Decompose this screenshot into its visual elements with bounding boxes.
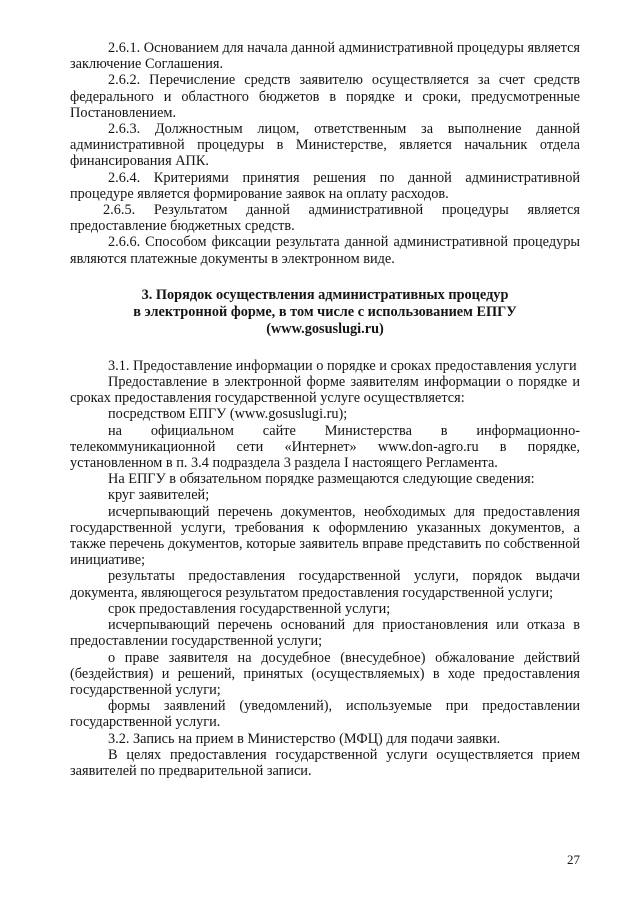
list-item-documents: исчерпывающий перечень документов, необходимых для предоставления государственной услуги, требования к оформлению указанных документов, а также перечень документов, которые заявитель вправе представить по собственной инициативе; bbox=[70, 503, 580, 569]
list-item-term: срок предоставления государственной услуги; bbox=[108, 600, 391, 617]
paragraph-info-intro: Предоставление в электронной форме заявителям информации о порядке и сроках предоставления государственной услуге осуществляется: bbox=[70, 374, 580, 407]
heading-line-3: (www.gosuslugi.ru) bbox=[266, 320, 384, 337]
list-item-results: результаты предоставления государственной услуги, порядок выдачи документа, являющегося результатом предоставления государственной услуги; bbox=[70, 568, 580, 601]
page-number: 27 bbox=[567, 852, 580, 867]
paragraph-via-epgu: посредством ЕПГУ (www.gosuslugi.ru); bbox=[108, 406, 348, 423]
paragraph-epgu-info: На ЕПГУ в обязательном порядке размещаются следующие сведения: bbox=[108, 471, 535, 488]
heading-line-1: 3. Порядок осуществления административных процедур bbox=[141, 286, 509, 303]
paragraph-official-site: на официальном сайте Министерства в информационно-телекоммуникационной сети «Интернет» www.don-agro.ru в порядке, установленном в п. 3.4 подраздела 3 раздела I настоящего Регламента. bbox=[70, 422, 580, 472]
paragraph-appointment: В целях предоставления государственной услуги осуществляется прием заявителей по предварительной записи. bbox=[70, 746, 580, 779]
paragraph-3-2: 3.2. Запись на прием в Министерство (МФЦ) для подачи заявки. bbox=[108, 730, 501, 747]
paragraph-3-1: 3.1. Предоставление информации о порядке и сроках предоставления услуги bbox=[108, 357, 577, 374]
paragraph-2-6-4: 2.6.4. Критериями принятия решения по данной административной процедуре является формирование заявок на оплату расходов. bbox=[70, 169, 580, 202]
section-3-body bbox=[70, 358, 580, 779]
list-item-applicants: круг заявителей; bbox=[108, 487, 210, 504]
paragraph-2-6-2: 2.6.2. Перечисление средств заявителю осуществляется за счет средств федерального и областного бюджетов в порядке и сроки, предусмотренные Постановлением. bbox=[70, 72, 580, 121]
section-3-heading bbox=[70, 287, 580, 338]
paragraph-2-6-3: 2.6.3. Должностным лицом, ответственным за выполнение данной административной процедуры в Министерстве, является начальник отдела финансирования АПК. bbox=[70, 121, 580, 170]
heading-line-2: в электронной форме, в том числе с использованием ЕПГУ bbox=[133, 303, 517, 320]
list-item-forms: формы заявлений (уведомлений), используемые при предоставлении государственной услуги. bbox=[70, 698, 580, 731]
paragraph-2-6-5: 2.6.5. Результатом данной административной процедуры является предоставление бюджетных средств. bbox=[70, 202, 580, 235]
paragraph-2-6-1: 2.6.1. Основанием для начала данной административной процедуры является заключение Соглашения. bbox=[70, 40, 580, 73]
section-2-6 bbox=[70, 40, 580, 267]
list-item-appeal: о праве заявителя на досудебное (внесудебное) обжалование действий (бездействия) и решений, принятых (осуществляемых) в ходе предоставления государственной услуги; bbox=[70, 649, 580, 698]
list-item-grounds: исчерпывающий перечень оснований для приостановления или отказа в предоставлении государственной услуги; bbox=[70, 617, 580, 650]
paragraph-2-6-6: 2.6.6. Способом фиксации результата данной административной процедуры являются платежные документы в электронном виде. bbox=[70, 234, 580, 267]
